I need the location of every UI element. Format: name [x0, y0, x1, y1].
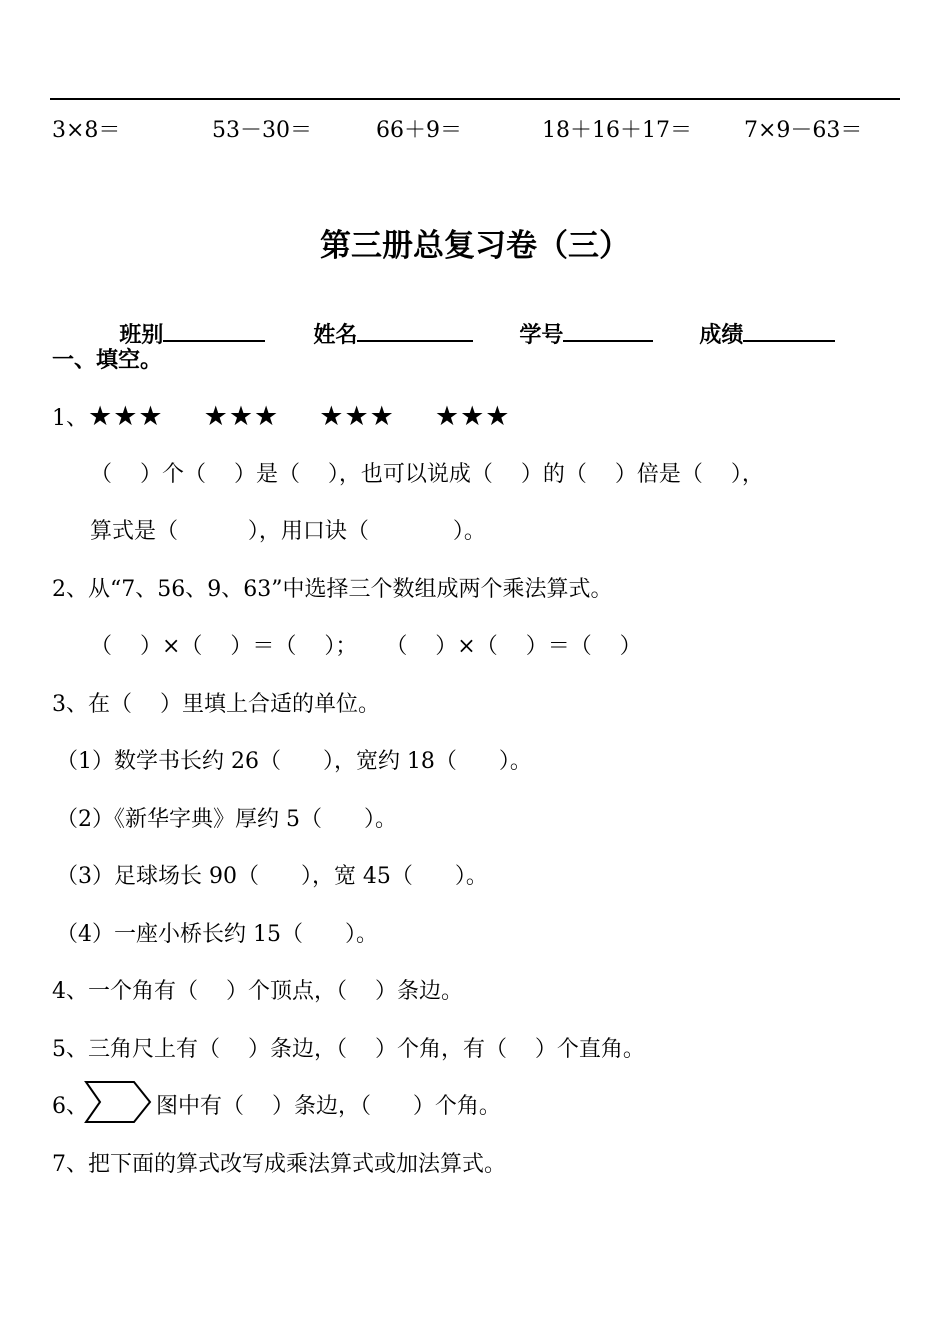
q6-text: 图中有（ ）条边，（ ）个角。	[156, 1094, 501, 1119]
class-field	[104, 288, 265, 351]
id-field	[504, 288, 653, 351]
name-blank[interactable]	[357, 318, 473, 342]
id-label: 学号	[519, 323, 564, 348]
calc-3: 66＋9＝	[376, 118, 462, 143]
score-blank[interactable]	[743, 318, 835, 342]
q4-text: 4、一个角有（ ）个顶点，（ ）条边。	[52, 979, 463, 1004]
q7-text: 7、把下面的算式改写成乘法算式或加法算式。	[52, 1152, 506, 1177]
calc-5: 7×9－63＝	[744, 118, 863, 143]
class-label: 班别	[119, 323, 164, 348]
q6-number: 6、	[52, 1094, 88, 1119]
q3-item-3: （3）足球场长 90（ ），宽 45（ ）。	[56, 864, 488, 889]
q3-item-4: （4）一座小桥长约 15（ ）。	[56, 922, 378, 947]
calc-4: 18＋16＋17＝	[542, 118, 692, 143]
q3-text: 3、在（ ）里填上合适的单位。	[52, 692, 380, 717]
q1-line2: 算式是（ ），用口诀（ ）。	[90, 519, 486, 544]
name-label: 姓名	[313, 323, 358, 348]
q1-number: 1、	[52, 406, 88, 431]
q3-item-2: （2）《新华字典》厚约 5（ ）。	[56, 807, 397, 832]
star-group-4: ★★★	[434, 401, 511, 432]
q2-text: 2、从“7、56、9、63”中选择三个数组成两个乘法算式。	[52, 577, 613, 602]
id-blank[interactable]	[563, 318, 653, 342]
star-group-3: ★★★	[319, 401, 395, 432]
score-field	[684, 288, 835, 351]
star-group-2: ★★★	[203, 401, 280, 432]
section-heading: 一、填空。	[52, 348, 163, 373]
top-divider	[50, 98, 900, 100]
q3-item-1: （1）数学书长约 26（ ），宽约 18（ ）。	[56, 749, 532, 774]
q5-text: 5、三角尺上有（ ）条边，（ ）个角，有（ ）个直角。	[52, 1037, 645, 1062]
q1-line1: （ ）个（ ）是（ ），也可以说成（ ）的（ ）倍是（ ），	[90, 462, 764, 487]
page-title: 第三册总复习卷（三）	[320, 228, 630, 264]
score-label: 成绩	[699, 323, 744, 348]
q2-line: （ ）×（ ）＝（ ）； （ ）×（ ）＝（ ）	[90, 634, 642, 659]
arrow-pentagon-icon	[84, 1080, 154, 1124]
class-blank[interactable]	[163, 318, 265, 342]
star-group-1: ★★★	[88, 401, 164, 432]
name-field	[298, 288, 473, 351]
calc-1: 3×8＝	[52, 118, 121, 143]
calc-2: 53－30＝	[212, 118, 312, 143]
q1-stars-row	[52, 402, 511, 434]
